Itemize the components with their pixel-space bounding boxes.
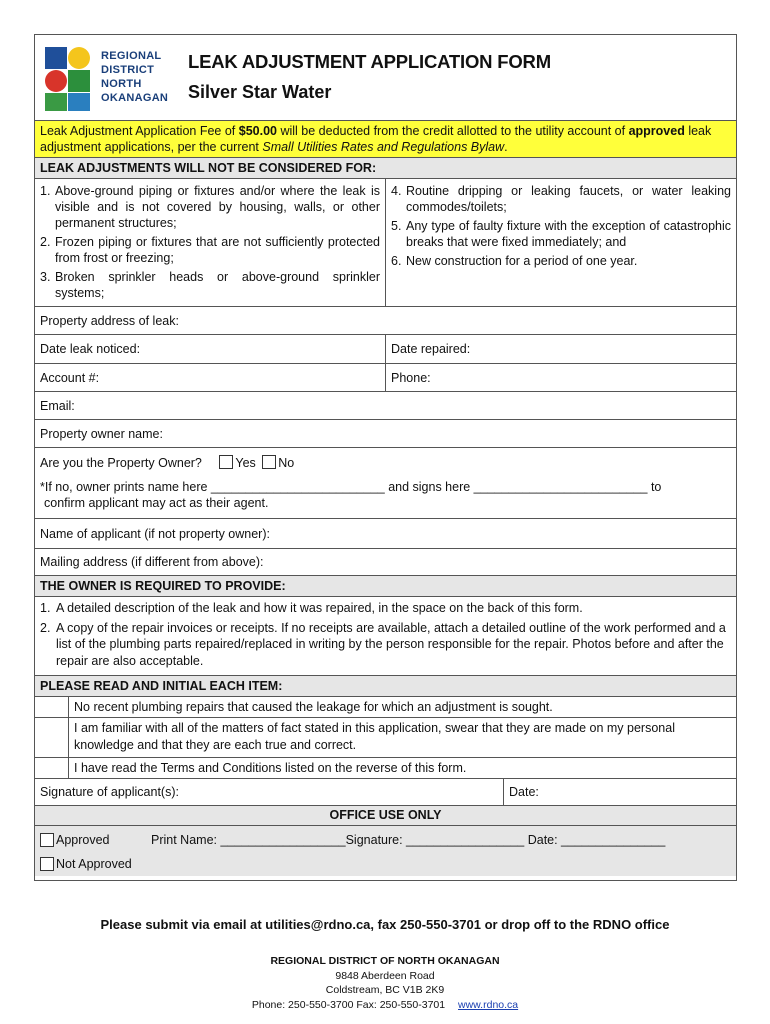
office-not-approved-line [35,852,736,876]
field-label: Signature of applicant(s): [40,785,179,799]
date-repaired-field[interactable] [386,335,736,363]
logo-tile-trees [45,93,67,111]
list-item [40,620,731,670]
item-number: 2. [40,620,51,635]
approved-checkbox[interactable] [40,833,54,847]
account-field[interactable] [35,364,386,391]
signature-date-field[interactable] [504,779,736,805]
owner-name-field[interactable] [35,420,736,448]
logo-line: REGIONAL [101,50,162,62]
owner-required-list [35,597,736,676]
field-label: Property address of leak: [40,313,179,328]
fee-notice [35,121,736,158]
item-number: 2. [40,235,51,249]
not-approved-checkbox[interactable] [40,857,54,871]
applicant-name-field[interactable] [35,519,736,549]
initial-box[interactable] [35,697,69,717]
item-number: 6. [391,254,402,268]
not-considered-list [35,179,736,307]
initial-box[interactable] [35,718,69,757]
signature-field[interactable] [35,779,504,805]
item-text: Routine dripping or leaking faucets, or water leaking commodes/toilets; [406,184,731,214]
item-number: 1. [40,184,51,198]
list-item [40,183,380,231]
logo-tile-blue [45,47,67,69]
initial-text: I have read the Terms and Conditions listed on the reverse of this form. [74,761,467,775]
logo-text [101,49,168,105]
submit-instructions: Please submit via email at utilities@rdno.ca, fax 250-550-3701 or drop off to the RDNO office [100,917,670,932]
item-text: A detailed description of the leak and how it was repaired, in the space on the back of this form. [56,601,583,615]
field-label: Are you the Property Owner? [40,456,202,470]
approved-label: Approved [56,833,110,847]
yes-checkbox[interactable] [219,455,233,469]
form-title: LEAK ADJUSTMENT APPLICATION FORM [188,51,551,72]
agent-instruction: confirm applicant may act as their agent. [44,496,269,510]
footer-address: Coldstream, BC V1B 2K9 [325,984,445,996]
not-considered-left [35,179,386,306]
office-approved-line [35,828,736,852]
field-label: Name of applicant (if not property owner): [40,526,270,541]
logo-line: OKANAGAN [101,92,169,104]
field-label: Mailing address (if different from above): [40,555,264,569]
field-label: Date leak noticed: [40,342,141,356]
phone-field[interactable] [386,364,736,391]
signature-row [35,779,736,806]
not-considered-right [386,179,736,306]
list-item [40,234,380,266]
owner-confirm-row [35,448,736,519]
leak-adjustment-form [34,34,737,881]
item-text: New construction for a period of one year. [406,254,638,268]
logo-tile-apple [45,70,67,92]
footer [0,954,770,1012]
initial-item [35,697,736,718]
initial-text: No recent plumbing repairs that caused the leakage for which an adjustment is sought. [74,700,553,714]
email-field[interactable] [35,392,736,420]
initial-heading [35,676,736,697]
no-label: No [278,456,295,470]
initial-item [35,718,736,758]
initial-box[interactable] [35,758,69,778]
office-use-section [35,806,736,876]
field-label: Date repaired: [391,342,471,356]
mailing-address-field[interactable] [35,549,736,576]
fee-amount: $50.00 [238,124,277,138]
owner-required-heading [35,576,736,597]
fee-approved: approved [628,124,685,138]
field-label: Email: [40,398,75,413]
field-label: Account #: [40,370,100,385]
logo-tile-water [68,93,90,111]
office-title: OFFICE USE ONLY [35,806,736,826]
agent-instruction: *If no, owner prints name here _________________________ and signs here _________________________ to [40,480,662,494]
date-noticed-field[interactable] [35,335,386,363]
date-row [35,335,736,364]
section-heading: THE OWNER IS REQUIRED TO PROVIDE: [40,579,286,593]
field-label: Phone: [391,370,431,385]
fee-text: . [504,140,508,154]
field-label: Property owner name: [40,426,163,441]
footer-contact-line [0,998,770,1013]
property-address-field[interactable] [35,307,736,335]
no-checkbox[interactable] [262,455,276,469]
yes-label: Yes [235,456,256,470]
fee-text: will be deducted from the credit allotted to the utility account of [276,124,629,138]
list-item [391,218,731,250]
list-item [40,269,380,301]
field-label: Date: [509,785,539,799]
form-subtitle: Silver Star Water [188,82,332,102]
initial-item [35,758,736,779]
are-you-owner-line [40,455,294,471]
list-item [40,600,731,617]
logo-line: DISTRICT [101,64,155,76]
item-text: Above-ground piping or fixtures and/or where the leak is visible and is not covered by housing, walls, or other permanent structures; [55,184,380,230]
section-heading: PLEASE READ AND INITIAL EACH ITEM: [40,679,283,693]
office-sign-line: Print Name: __________________Signature: _________________ Date: _______________ [151,833,666,847]
logo-tile-green [68,70,90,92]
not-considered-heading [35,158,736,179]
list-item [391,253,731,269]
rdno-logo [45,47,185,113]
footer-org: REGIONAL DISTRICT OF NORTH OKANAGAN [270,955,500,967]
not-approved-label: Not Approved [56,857,132,871]
fee-bylaw: Small Utilities Rates and Regulations Bylaw [262,140,505,154]
item-text: Any type of faulty fixture with the exception of catastrophic breaks that were fixed immediately; and [406,219,731,249]
footer-contact: Phone: 250-550-3700 Fax: 250-550-3701 [251,998,446,1011]
item-number: 3. [40,270,51,284]
item-number: 1. [40,601,51,615]
item-text: A copy of the repair invoices or receipts. If no receipts are available, attach a detailed outline of the work performed and a list of the plumbing parts repaired/replaced in writing by the person responsible for the repair. Photos before and after the repair are also acceptable. [56,620,726,668]
website-link[interactable]: www.rdno.ca [458,998,519,1011]
initial-text: I am familiar with all of the matters of fact stated in this application, swear that they are made on my personal knowledge and that they are each true and correct. [74,721,675,752]
logo-tile-sun [68,47,90,69]
fee-text: Leak Adjustment Application Fee of [40,124,239,138]
logo-line: NORTH [101,78,142,90]
account-row [35,364,736,392]
form-header [35,35,736,121]
footer-address: 9848 Aberdeen Road [335,969,435,982]
fee-text: leak adjustment applications, per the current [40,124,712,154]
item-number: 4. [391,184,402,198]
item-text: Broken sprinkler heads or above-ground sprinkler systems; [55,270,380,300]
item-text: Frozen piping or fixtures that are not sufficiently protected from frost or freezing; [55,235,380,265]
item-number: 5. [391,219,402,233]
list-item [391,183,731,215]
section-heading: LEAK ADJUSTMENTS WILL NOT BE CONSIDERED FOR: [40,161,377,175]
